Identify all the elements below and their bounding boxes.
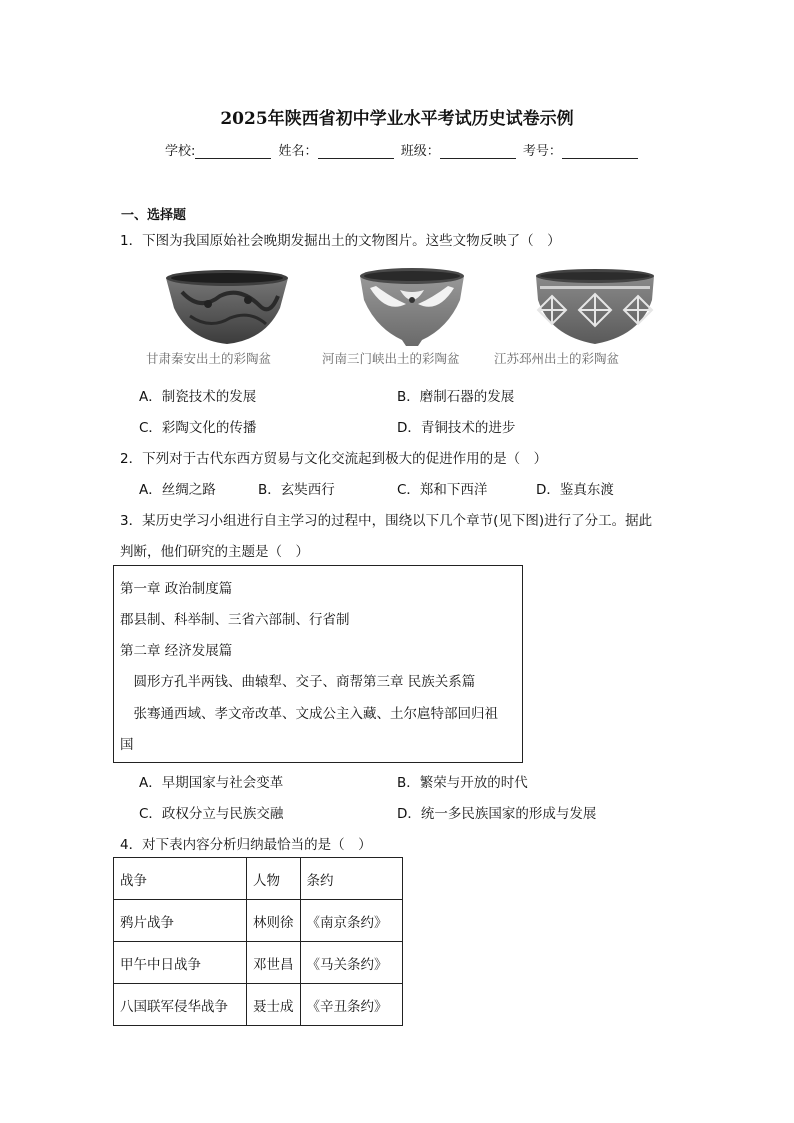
box-line: 郡县制、科举制、三省六部制、行省制 (120, 612, 350, 628)
pottery-image-3 (532, 266, 658, 352)
q3-option-d[interactable]: D．统一多民族国家的形成与发展 (397, 806, 597, 822)
q1-option-c[interactable]: C．彩陶文化的传播 (139, 420, 257, 436)
box-line: 圆形方孔半两钱、曲辕犁、交子、商帮第三章 民族关系篇 (120, 674, 476, 690)
painted-pottery-basin-icon (356, 264, 468, 350)
table-cell: 《南京条约》 (300, 900, 402, 942)
table-header-row (114, 858, 403, 900)
section-heading: 一、选择题 (121, 208, 187, 223)
class-blank (440, 144, 516, 159)
q2-option-a[interactable]: A．丝绸之路 (139, 482, 216, 498)
pottery-caption-3: 江苏邳州出土的彩陶盆 (494, 351, 620, 366)
question-3-stem-line2: 判断，他们研究的主题是（ ） (120, 544, 309, 560)
question-4-stem: 4．对下表内容分析归纳最恰当的是（ ） (120, 837, 372, 853)
table-header-cell: 人物 (247, 858, 301, 900)
table-cell: 邓世昌 (247, 942, 301, 984)
school-blank (195, 144, 271, 159)
painted-pottery-basin-icon (532, 266, 658, 348)
name-blank (318, 144, 394, 159)
table-cell: 聂士成 (247, 984, 301, 1026)
table-cell: 林则徐 (247, 900, 301, 942)
chapter-outline-box (113, 565, 523, 763)
box-line: 国 (120, 737, 134, 753)
pottery-image-1 (160, 266, 294, 352)
pottery-caption-1: 甘肃秦安出土的彩陶盆 (146, 351, 272, 366)
q1-option-b[interactable]: B．磨制石器的发展 (397, 389, 515, 405)
painted-pottery-basin-icon (160, 266, 294, 348)
q3-option-c[interactable]: C．政权分立与民族交融 (139, 806, 284, 822)
q1-option-d[interactable]: D．青铜技术的进步 (397, 420, 516, 436)
table-cell: 八国联军侵华战争 (114, 984, 247, 1026)
question-2-stem: 2．下列对于古代东西方贸易与文化交流起到极大的促进作用的是（ ） (120, 451, 548, 467)
name-label: 姓名： (278, 144, 318, 159)
pottery-caption-2: 河南三门峡出土的彩陶盆 (322, 351, 460, 366)
question-1-stem: 1．下图为我国原始社会晚期发掘出土的文物图片。这些文物反映了（ ） (120, 233, 561, 249)
table-cell: 《辛丑条约》 (300, 984, 402, 1026)
student-info-line (165, 140, 641, 159)
exam-title: 2025年陕西省初中学业水平考试历史试卷示例 (220, 109, 574, 129)
war-table (113, 857, 403, 1026)
q1-option-a[interactable]: A．制瓷技术的发展 (139, 389, 257, 405)
table-row (114, 984, 403, 1026)
question-3-stem-line1: 3．某历史学习小组进行自主学习的过程中，围绕以下几个章节(见下图)进行了分工。据此 (120, 513, 653, 529)
school-label: 学校: (165, 144, 196, 159)
q2-option-d[interactable]: D．鉴真东渡 (536, 482, 614, 498)
table-cell: 甲午中日战争 (114, 942, 247, 984)
table-cell: 鸦片战争 (114, 900, 247, 942)
table-row (114, 900, 403, 942)
table-cell: 《马关条约》 (300, 942, 402, 984)
class-label: 班级： (400, 144, 440, 159)
table-row (114, 942, 403, 984)
q2-option-b[interactable]: B．玄奘西行 (258, 482, 335, 498)
pottery-image-2 (356, 264, 468, 354)
q3-option-a[interactable]: A．早期国家与社会变革 (139, 775, 284, 791)
box-line: 第二章 经济发展篇 (120, 643, 233, 659)
table-header-cell: 战争 (114, 858, 247, 900)
box-line: 第一章 政治制度篇 (120, 581, 233, 597)
exam-number-blank (562, 144, 638, 159)
exam-number-label: 考号： (522, 144, 562, 159)
table-header-cell: 条约 (300, 858, 402, 900)
q2-option-c[interactable]: C．郑和下西洋 (397, 482, 488, 498)
box-line: 张骞通西域、孝文帝改革、文成公主入藏、土尔扈特部回归祖 (120, 706, 498, 722)
q3-option-b[interactable]: B．繁荣与开放的时代 (397, 775, 528, 791)
